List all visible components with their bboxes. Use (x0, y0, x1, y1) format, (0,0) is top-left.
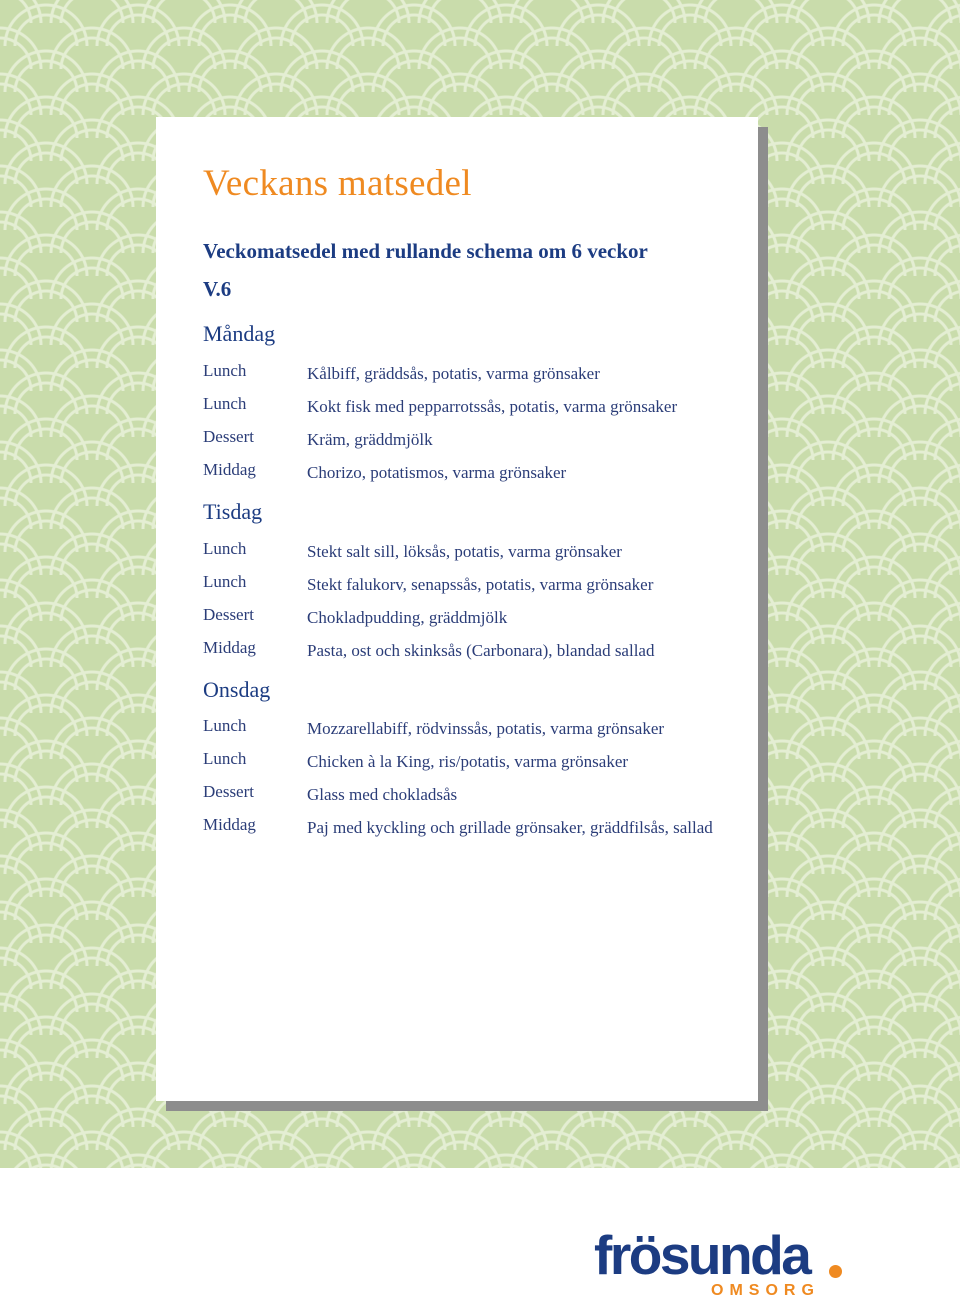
dish-description: Glass med chokladsås (307, 785, 458, 804)
dish-description: Chicken à la King, ris/potatis, varma grönsaker (307, 752, 629, 771)
meal-type: Lunch (203, 539, 247, 558)
frosunda-omsorg-logo (594, 1224, 854, 1304)
dish-description: Kräm, gräddmjölk (307, 430, 433, 449)
meal-type: Middag (203, 638, 256, 657)
dish-description: Stekt falukorv, senapssås, potatis, varma grönsaker (307, 575, 654, 594)
meal-type: Lunch (203, 716, 247, 735)
meal-type: Dessert (203, 427, 254, 446)
dish-description: Stekt salt sill, löksås, potatis, varma grönsaker (307, 542, 622, 561)
meal-type: Middag (203, 815, 256, 834)
dish-description: Kålbiff, gräddsås, potatis, varma grönsaker (307, 364, 600, 383)
meal-type: Middag (203, 460, 256, 479)
logo-dot (829, 1265, 842, 1278)
dish-description: Mozzarellabiff, rödvinssås, potatis, varma grönsaker (307, 719, 665, 738)
meal-type: Lunch (203, 572, 247, 591)
meal-type: Lunch (203, 394, 247, 413)
page-subtitle: Veckomatsedel med rullande schema om 6 veckor (203, 239, 648, 263)
meal-type: Lunch (203, 749, 247, 768)
dish-description: Chorizo, potatismos, varma grönsaker (307, 463, 567, 482)
logo-wordmark: frösunda (594, 1224, 810, 1286)
day-heading-mandag: Måndag (203, 321, 276, 346)
week-number: V.6 (203, 277, 232, 301)
page-title: Veckans matsedel (203, 163, 472, 204)
dish-description: Pasta, ost och skinksås (Carbonara), blandad sallad (307, 641, 655, 660)
meal-type: Dessert (203, 782, 254, 801)
logo-subtitle: OMSORG (711, 1282, 820, 1299)
dish-description: Chokladpudding, gräddmjölk (307, 608, 508, 627)
dish-description: Paj med kyckling och grillade grönsaker, gräddfilsås, sallad (307, 818, 713, 837)
day-heading-tisdag: Tisdag (203, 499, 263, 524)
day-heading-onsdag: Onsdag (203, 677, 271, 702)
dish-description: Kokt fisk med pepparrotssås, potatis, varma grönsaker (307, 397, 678, 416)
meal-type: Lunch (203, 361, 247, 380)
meal-type: Dessert (203, 605, 254, 624)
